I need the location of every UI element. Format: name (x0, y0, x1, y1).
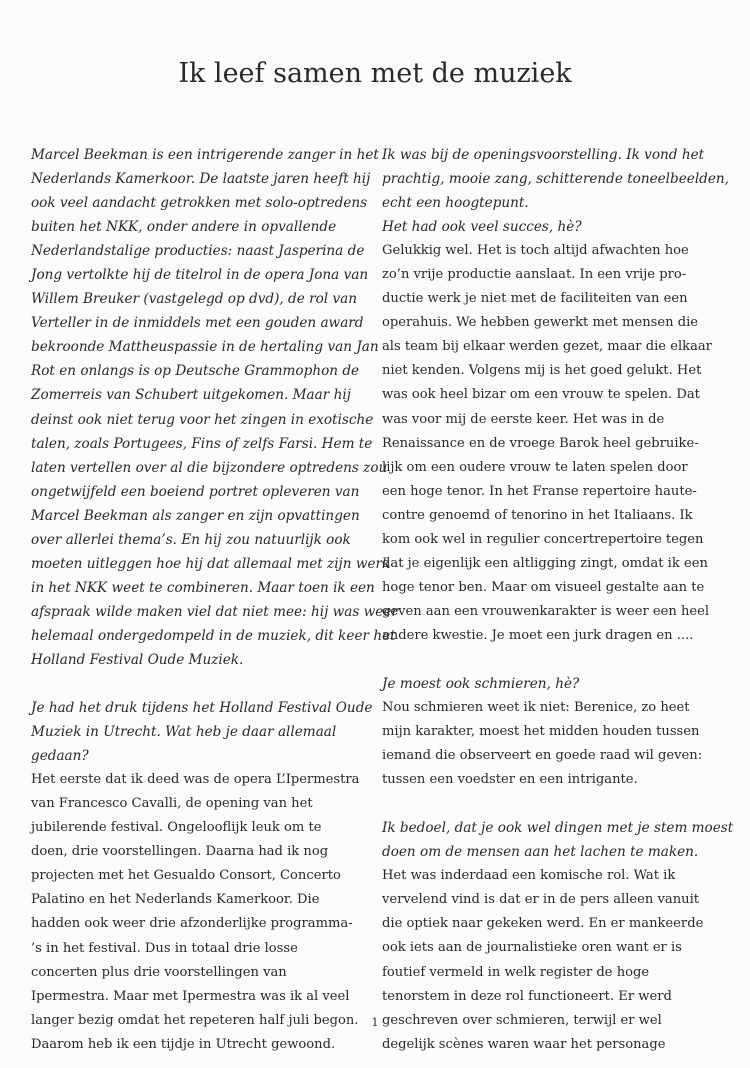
page-number: 1 (371, 1016, 379, 1029)
left-column (31, 143, 398, 1057)
body-line: doen, drie voorstellingen. Daarna had ik nog (31, 844, 329, 860)
body-line: projecten met het Gesualdo Consort, Concerto (31, 868, 341, 884)
body-line: tenorstem in deze rol functioneert. Er werd (382, 988, 672, 1004)
question-line: Ik bedoel, dat je ook wel dingen met je stem moest (382, 820, 734, 837)
question-line: Holland Festival Oude Muziek. (31, 651, 244, 668)
paragraph-gap (382, 792, 718, 816)
body-line: Het eerste dat ik deed was de opera L’Ipermestra (31, 772, 360, 788)
question-line: echt een hoogtepunt. (382, 195, 529, 212)
question-line: buiten het NKK, onder andere in opvallende (31, 219, 337, 236)
question-line: Rot en onlangs is op Deutsche Grammophon de (31, 363, 360, 380)
body-line: jubilerende festival. Ongelooflijk leuk om te (31, 820, 322, 836)
body-line: Daarom heb ik een tijdje in Utrecht gewoond. (31, 1036, 336, 1052)
question-line: talen, zoals Portugees, Fins of zelfs Farsi. Hem te (31, 435, 373, 452)
question-line: afspraak wilde maken viel dat niet mee: hij was weer (31, 603, 398, 620)
body-line: ’s in het festival. Dus in totaal drie losse (31, 940, 298, 956)
body-line: iemand die observeert en goede raad wil geven: (382, 748, 703, 764)
body-line: andere kwestie. Je moet een jurk dragen en .... (382, 627, 694, 643)
body-line: contre genoemd of tenorino in het Italiaans. Ik (382, 507, 693, 523)
body-line: hadden ook weer drie afzonderlijke programma- (31, 916, 353, 932)
paragraph-gap (31, 672, 351, 696)
body-line: vervelend vind is dat er in de pers alleen vanuit (382, 892, 700, 908)
body-line: die optiek naar gekeken werd. En er mankeerde (382, 916, 704, 932)
question-line: Nederlandstalige producties: naast Jasperina de (31, 243, 365, 260)
body-line: degelijk scènes waren waar het personage (382, 1036, 666, 1052)
body-line: ook iets aan de journalistieke oren want er is (382, 940, 682, 956)
question-line: Marcel Beekman is een intrigerende zanger in het (31, 147, 379, 163)
body-line: Ipermestra. Maar met Ipermestra was ik al veel (31, 988, 350, 1004)
body-line: hoge tenor ben. Maar om visueel gestalte aan te (382, 579, 705, 595)
question-line: Verteller in de inmiddels met een gouden award (31, 315, 364, 332)
body-line: Gelukkig wel. Het is toch altijd afwachten hoe (382, 243, 689, 259)
question-line: doen om de mensen aan het lachen te maken. (382, 844, 699, 861)
question-line: Muziek in Utrecht. Wat heb je daar allemaal (31, 724, 337, 741)
question-line: laten vertellen over al die bijzondere optredens zou (31, 459, 388, 476)
question-line: over allerlei thema’s. En hij zou natuurlijk ook (31, 531, 351, 548)
question-line: Marcel Beekman als zanger en zijn opvattingen (31, 507, 360, 524)
body-line: niet kenden. Volgens mij is het goed gelukt. Het (382, 363, 702, 379)
body-line: tussen een voedster en een intrigante. (382, 772, 638, 788)
question-line: ook veel aandacht getrokken met solo-optredens (31, 195, 368, 212)
body-line: dat je eigenlijk een altligging zingt, omdat ik een (382, 555, 708, 571)
body-line: operahuis. We hebben gewerkt met mensen die (382, 315, 699, 331)
page-title: Ik leef samen met de muziek (178, 58, 572, 89)
body-line: was ook heel bizar om een vrouw te spelen. Dat (382, 387, 700, 403)
question-line: bekroonde Mattheuspassie in de hertaling van Jan (31, 339, 379, 356)
question-line: prachtig, mooie zang, schitterende toneelbeelden, (382, 171, 729, 188)
question-line: gedaan? (31, 748, 89, 765)
right-column (382, 143, 734, 1057)
body-line: geschreven over schmieren, terwijl er wel (382, 1012, 662, 1028)
body-line: Het was inderdaad een komische rol. Wat ik (382, 868, 676, 884)
body-line: foutief vermeld in welk register de hoge (382, 964, 650, 980)
question-line: ongetwijfeld een boeiend portret opleveren van (31, 483, 360, 500)
question-line: Zomerreis van Schubert uitgekomen. Maar hij (31, 387, 351, 404)
paragraph-gap (382, 648, 718, 672)
body-line: een hoge tenor. In het Franse repertoire haute- (382, 483, 697, 499)
question-line: Willem Breuker (vastgelegd op dvd), de rol van (31, 291, 358, 308)
body-line: ductie werk je niet met de faciliteiten van een (382, 291, 688, 307)
body-line: Nou schmieren weet ik niet: Berenice, zo heet (382, 700, 690, 716)
question-line: helemaal ondergedompeld in de muziek, dit keer het (31, 627, 396, 644)
body-line: lijk om een oudere vrouw te laten spelen door (382, 459, 688, 475)
question-line: Ik was bij de openingsvoorstelling. Ik vond het (382, 147, 705, 163)
question-line: moeten uitleggen hoe hij dat allemaal met zijn werk (31, 555, 391, 572)
question-line: Nederlands Kamerkoor. De laatste jaren heeft hij (31, 171, 371, 188)
body-line: kom ook wel in regulier concertrepertoire tegen (382, 531, 704, 547)
question-line: Jong vertolkte hij de titelrol in de opera Jona van (31, 267, 369, 284)
question-line: Het had ook veel succes, hè? (382, 219, 582, 236)
question-line: Je moest ook schmieren, hè? (382, 675, 580, 692)
body-line: mijn karakter, moest het midden houden tussen (382, 724, 700, 740)
body-line: als team bij elkaar werden gezet, maar die elkaar (382, 339, 712, 355)
body-line: zo’n vrije productie aanslaat. In een vrije pro- (382, 267, 687, 283)
body-line: Palatino en het Nederlands Kamerkoor. Die (31, 892, 320, 908)
body-line: Renaissance en de vroege Barok heel gebruike- (382, 435, 699, 451)
body-line: van Francesco Cavalli, de opening van het (31, 796, 313, 812)
body-line: concerten plus drie voorstellingen van (31, 964, 287, 980)
body-line: was voor mij de eerste keer. Het was in de (382, 411, 665, 427)
question-line: in het NKK weet te combineren. Maar toen ik een (31, 579, 375, 596)
question-line: Je had het druk tijdens het Holland Festival Oude (31, 700, 373, 717)
question-line: deinst ook niet terug voor het zingen in exotische (31, 411, 374, 428)
body-line: langer bezig omdat het repeteren half juli begon. (31, 1012, 359, 1028)
body-line: geven aan een vrouwenkarakter is weer een heel (382, 603, 710, 619)
